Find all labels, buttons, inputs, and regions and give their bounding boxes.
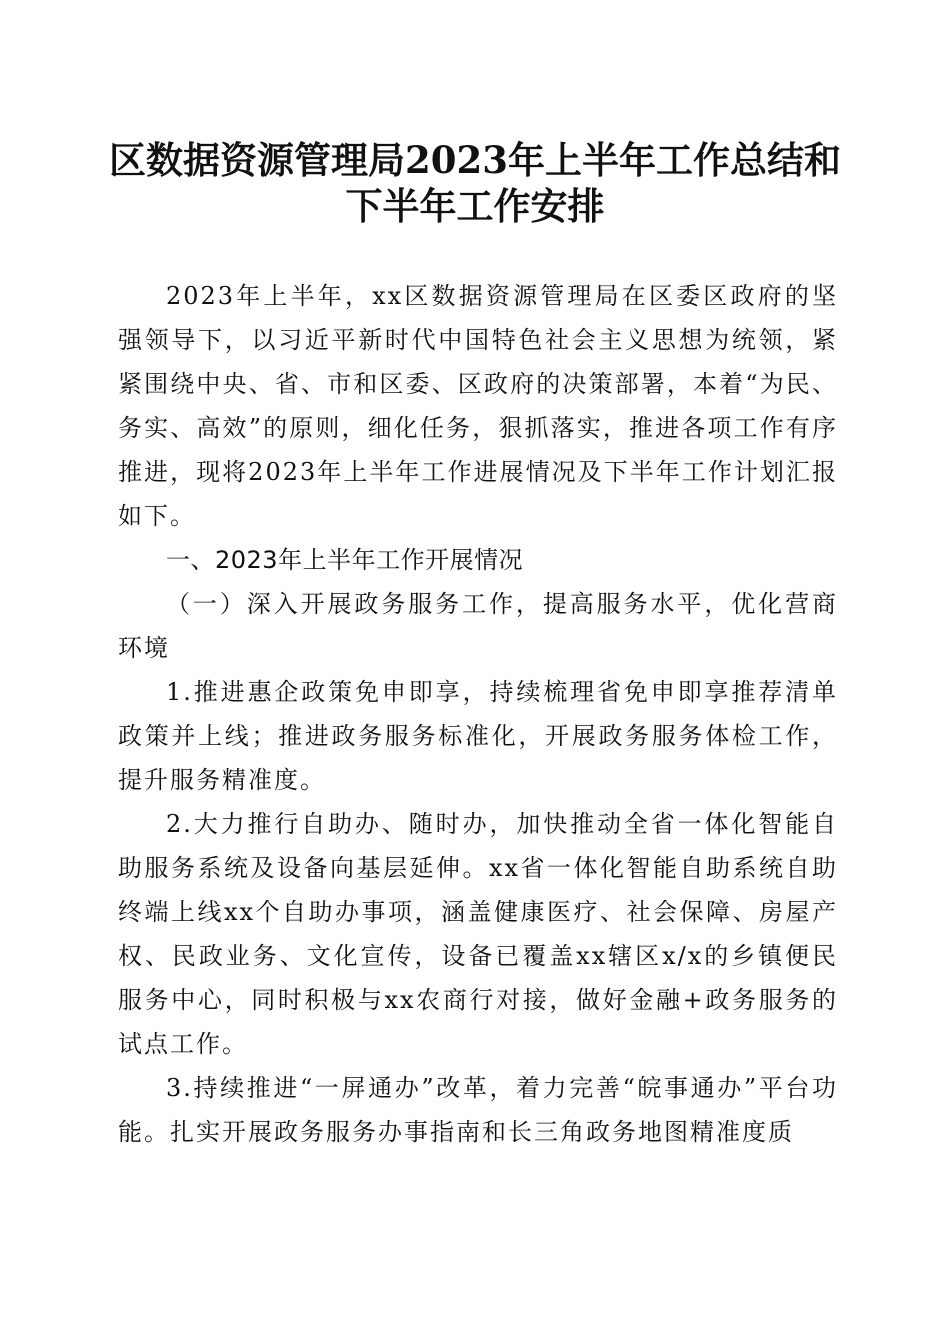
document-title-line-1: 区数据资源管理局2023年上半年工作总结和 (109, 138, 841, 182)
subsection-heading-1: （一）深入开展政务服务工作，提高服务水平，优化营商环境 (118, 590, 838, 662)
document-body (118, 274, 838, 1154)
section-heading-1: 一、2023年上半年工作开展情况 (166, 546, 524, 574)
item-3-paragraph: 3.持续推进“一屏通办”改革，着力完善“皖事通办”平台功能。扎实开展政务服务办事指南和长三角政务地图精准度质 (118, 1074, 838, 1146)
item-1-paragraph: 1.推进惠企政策免申即享，持续梳理省免申即享推荐清单政策并上线；推进政务服务标准化，开展政务服务体检工作，提升服务精准度。 (118, 678, 838, 794)
document-title-line-2: 下半年工作安排 (345, 184, 605, 228)
intro-paragraph: 2023年上半年，xx区数据资源管理局在区委区政府的坚强领导下，以习近平新时代中国特色社会主义思想为统领，紧紧围绕中央、省、市和区委、区政府的决策部署，本着“为民、务实、高效”的原则，细化任务，狠抓落实，推进各项工作有序推进，现将2023年上半年工作进展情况及下半年工作计划汇报如下。 (118, 282, 838, 530)
item-2-paragraph: 2.大力推行自助办、随时办，加快推动全省一体化智能自助服务系统及设备向基层延伸。xx省一体化智能自助系统自助终端上线xx个自助办事项，涵盖健康医疗、社会保障、房屋产权、民政业务、文化宣传，设备已覆盖xx辖区x/x的乡镇便民服务中心，同时积极与xx农商行对接，做好金融+政务服务的试点工作。 (118, 810, 838, 1058)
